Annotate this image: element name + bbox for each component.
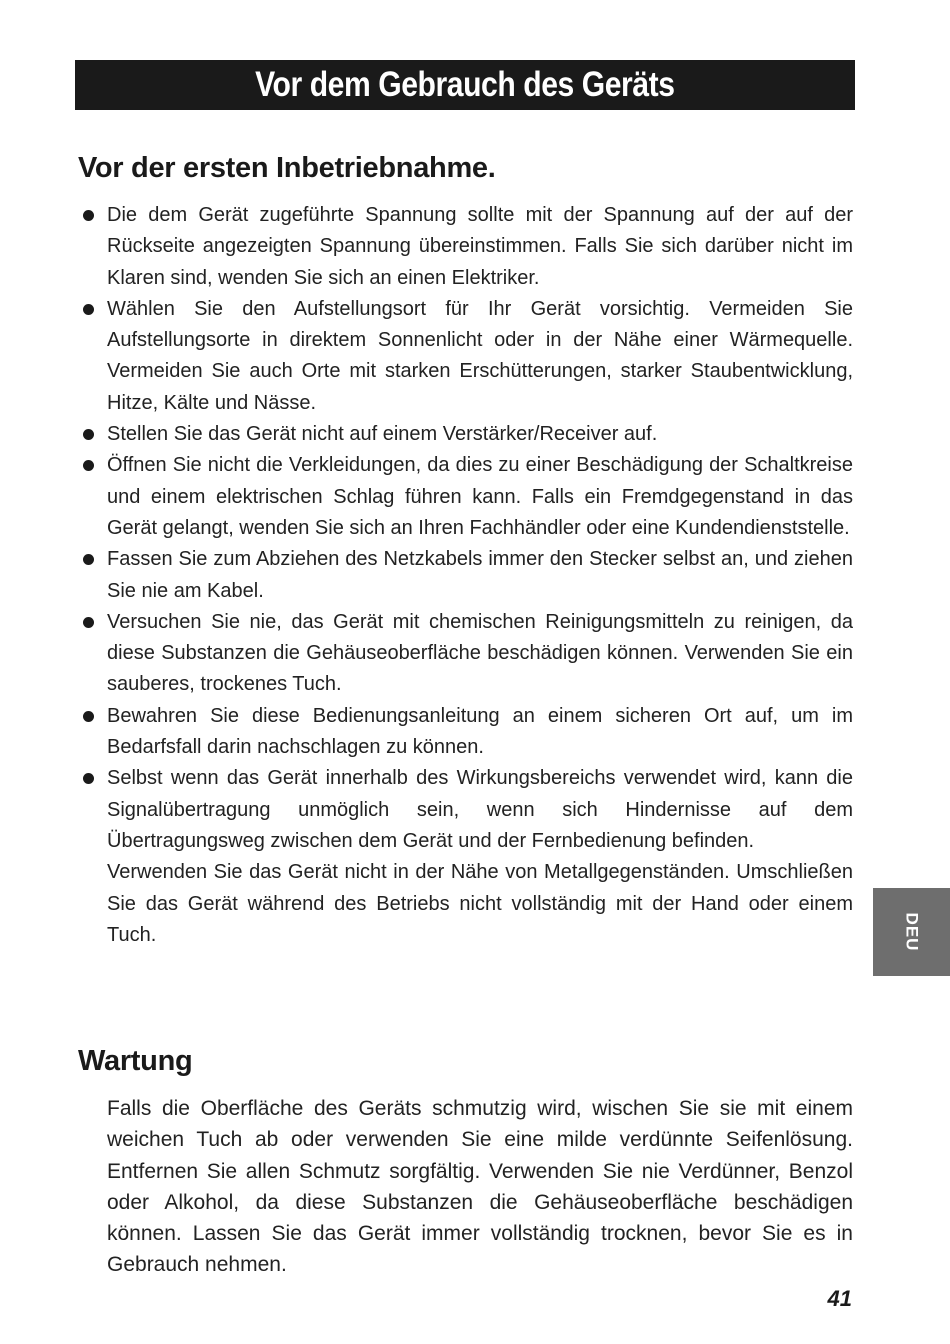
bullet-icon bbox=[83, 554, 94, 565]
section-heading-first-use: Vor der ersten Inbetriebnahme. bbox=[78, 152, 496, 184]
list-item-text: Stellen Sie das Gerät nicht auf einem Verstärker/Receiver auf. bbox=[107, 423, 658, 446]
list-item bbox=[80, 544, 853, 607]
list-item bbox=[80, 200, 853, 294]
title-bar bbox=[75, 60, 855, 110]
list-item bbox=[80, 701, 853, 764]
list-item bbox=[80, 607, 853, 701]
precautions-list bbox=[80, 200, 853, 951]
list-item-text: Selbst wenn das Gerät innerhalb des Wirkungsbereichs verwendet wird, kann die Signalübertragung unmöglich sein, wenn sich Hindernisse auf dem Übertragungsweg zwischen dem Gerät und der Fernbedienung befinden. bbox=[107, 767, 853, 852]
bullet-icon bbox=[83, 210, 94, 221]
list-item bbox=[80, 763, 853, 951]
list-item-text: Die dem Gerät zugeführte Spannung sollte mit der Spannung auf der auf der Rückseite angezeigten Spannung übereinstimmen. Falls Sie sich darüber nicht im Klaren sind, wenden Sie sich an einen Elektriker. bbox=[107, 204, 853, 289]
maintenance-paragraph: Falls die Oberfläche des Geräts schmutzig wird, wischen Sie sie mit einem weichen Tuch ab oder verwenden Sie eine milde verdünnte Seifenlösung. Entfernen Sie allen Schmutz sorgfältig. Verwenden Sie nie Verdünner, Benzol oder Alkohol, da diese Substanzen die Gehäuseoberfläche beschädigen können. Lassen Sie das Gerät immer vollständig trocknen, bevor Sie es in Gebrauch nehmen. bbox=[107, 1097, 853, 1277]
bullet-icon bbox=[83, 773, 94, 784]
language-tab bbox=[873, 888, 950, 976]
section-heading-maintenance: Wartung bbox=[78, 1045, 193, 1077]
bullet-icon bbox=[83, 711, 94, 722]
page-number: 41 bbox=[827, 1286, 852, 1311]
bullet-icon bbox=[83, 460, 94, 471]
bullet-icon bbox=[83, 304, 94, 315]
list-item bbox=[80, 450, 853, 544]
list-item-text: Wählen Sie den Aufstellungsort für Ihr Gerät vorsichtig. Vermeiden Sie Aufstellungsorte in direktem Sonnenlicht oder in der Nähe einer Wärmequelle. Vermeiden Sie auch Orte mit starken Erschütterungen, starker Staubentwicklung, Hitze, Kälte und Nässe. bbox=[107, 297, 853, 414]
page-title: Vor dem Gebrauch des Geräts bbox=[255, 65, 675, 104]
list-item bbox=[80, 419, 853, 450]
list-item-text: Versuchen Sie nie, das Gerät mit chemischen Reinigungsmitteln zu reinigen, da diese Substanzen die Gehäuseoberfläche beschädigen können. Verwenden Sie ein sauberes, trockenes Tuch. bbox=[107, 610, 853, 696]
list-item-text: Öffnen Sie nicht die Verkleidungen, da dies zu einer Beschädigung der Schaltkreise und einem elektrischen Schlag führen kann. Falls ein Fremdgegenstand in das Gerät gelangt, wenden Sie sich an Ihren Fachhändler oder eine Kundendienststelle. bbox=[107, 454, 853, 539]
bullet-icon bbox=[83, 429, 94, 440]
list-item-text: Bewahren Sie diese Bedienungsanleitung an einem sicheren Ort auf, um im Bedarfsfall darin nachschlagen zu können. bbox=[107, 704, 853, 759]
bullet-icon bbox=[83, 617, 94, 628]
list-item-extra-text: Verwenden Sie das Gerät nicht in der Nähe von Metallgegenständen. Umschließen Sie das Gerät während des Betriebs nicht vollständig mit der Hand oder einem Tuch. bbox=[107, 861, 853, 946]
language-tab-label: DEU bbox=[902, 912, 922, 952]
list-item bbox=[80, 294, 853, 419]
list-item-text: Fassen Sie zum Abziehen des Netzkabels immer den Stecker selbst an, und ziehen Sie nie am Kabel. bbox=[107, 548, 853, 602]
